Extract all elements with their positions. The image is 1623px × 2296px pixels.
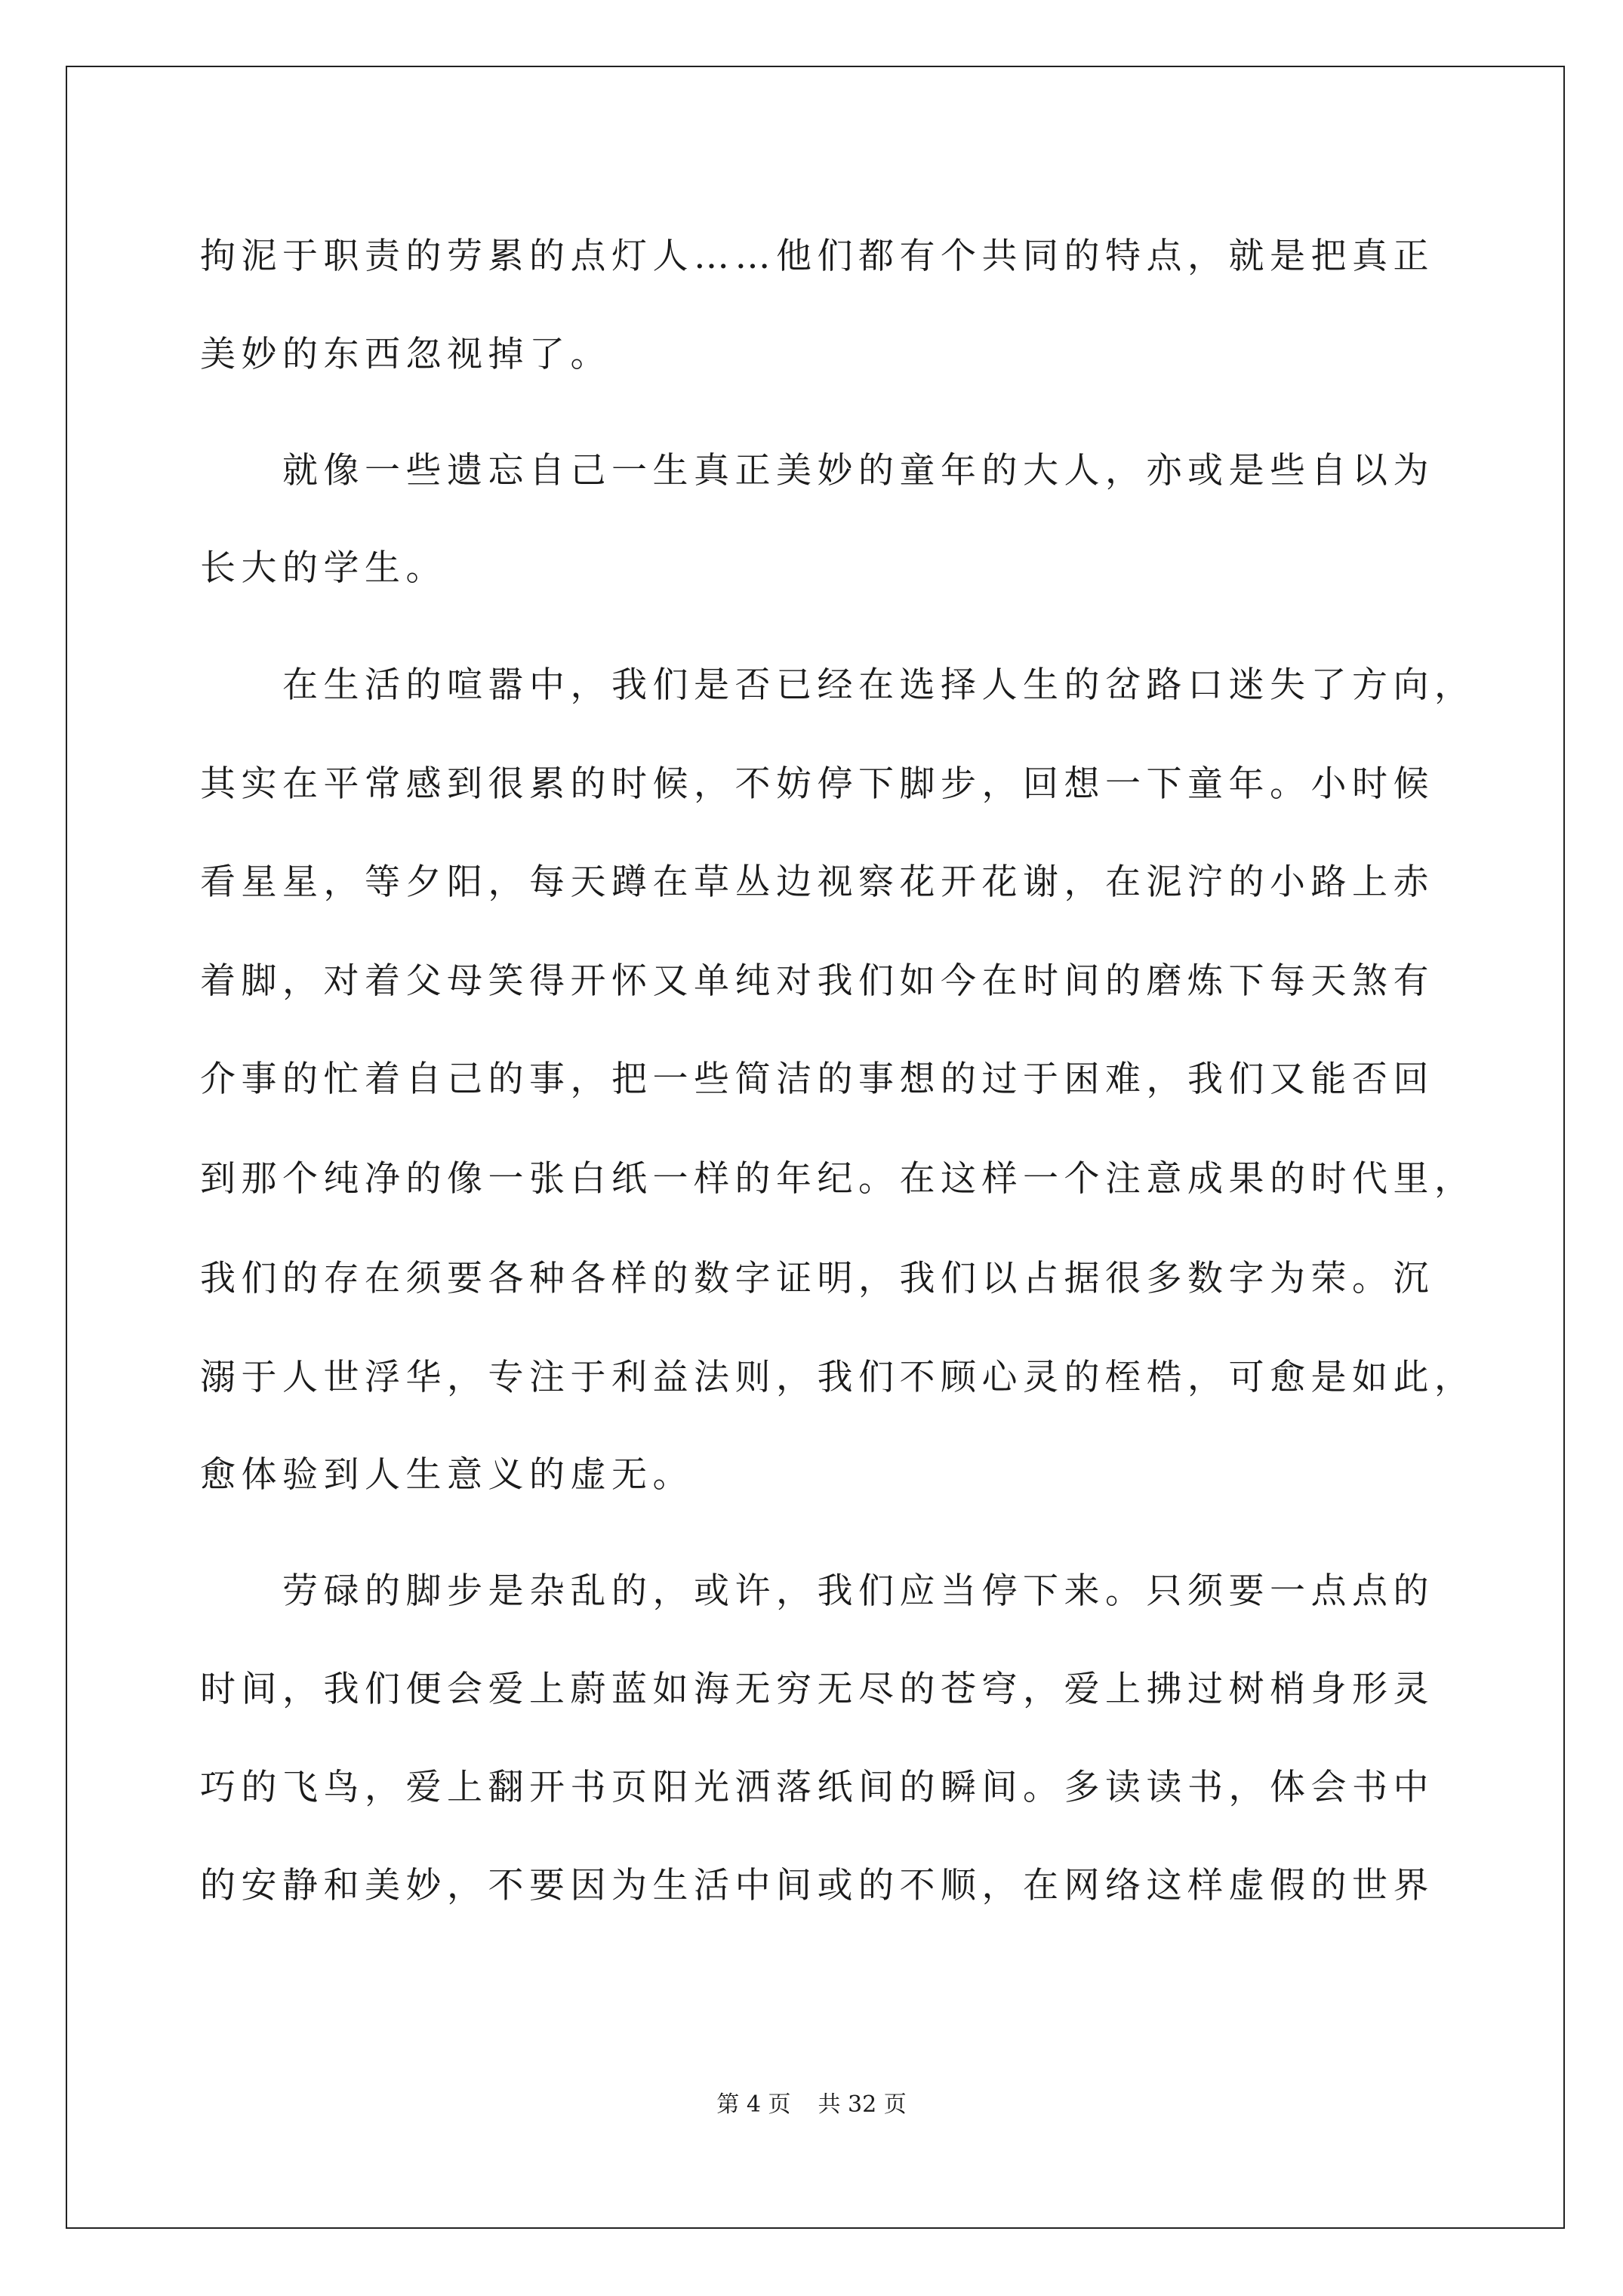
text-line: 介事的忙着自己的事，把一些简洁的事想的过于困难，我们又能否回: [200, 1059, 1434, 1100]
page-total: 共 32 页: [818, 2091, 907, 2118]
text-line: 时间，我们便会爱上蔚蓝如海无穷无尽的苍穹，爱上拂过树梢身形灵: [200, 1669, 1434, 1710]
page-number: 第 4 页: [716, 2091, 791, 2118]
text-line: 长大的学生。: [200, 547, 447, 589]
text-line: 到那个纯净的像一张白纸一样的年纪。在这样一个注意成果的时代里，: [200, 1158, 1476, 1200]
text-line: 其实在平常感到很累的时候，不妨停下脚步，回想一下童年。小时候: [200, 763, 1434, 805]
text-line: 劳碌的脚步是杂乱的，或许，我们应当停下来。只须要一点点的: [200, 1570, 1434, 1612]
text-line: 的安静和美妙，不要因为生活中间或的不顺，在网络这样虚假的世界: [200, 1865, 1434, 1906]
text-line: 我们的存在须要各种各样的数字证明，我们以占据很多数字为荣。沉: [200, 1258, 1434, 1299]
text-line: 愈体验到人生意义的虚无。: [200, 1454, 694, 1496]
text-line: 拘泥于职责的劳累的点灯人……他们都有个共同的特点，就是把真正: [200, 236, 1434, 277]
text-line: 在生活的喧嚣中，我们是否已经在选择人生的岔路口迷失了方向，: [200, 664, 1476, 706]
text-line: 巧的飞鸟，爱上翻开书页阳光洒落纸间的瞬间。多读读书，体会书中: [200, 1767, 1434, 1808]
text-line: 就像一些遗忘自己一生真正美妙的童年的大人，亦或是些自以为: [200, 450, 1434, 492]
text-line: 着脚，对着父母笑得开怀又单纯对我们如今在时间的磨炼下每天煞有: [200, 960, 1434, 1002]
page-footer: [0, 2090, 1623, 2120]
text-line: 看星星，等夕阳，每天蹲在草丛边视察花开花谢，在泥泞的小路上赤: [200, 861, 1434, 903]
text-line: 美妙的东西忽视掉了。: [200, 334, 611, 375]
text-line: 溺于人世浮华，专注于利益法则，我们不顾心灵的桎梏，可愈是如此，: [200, 1357, 1476, 1398]
